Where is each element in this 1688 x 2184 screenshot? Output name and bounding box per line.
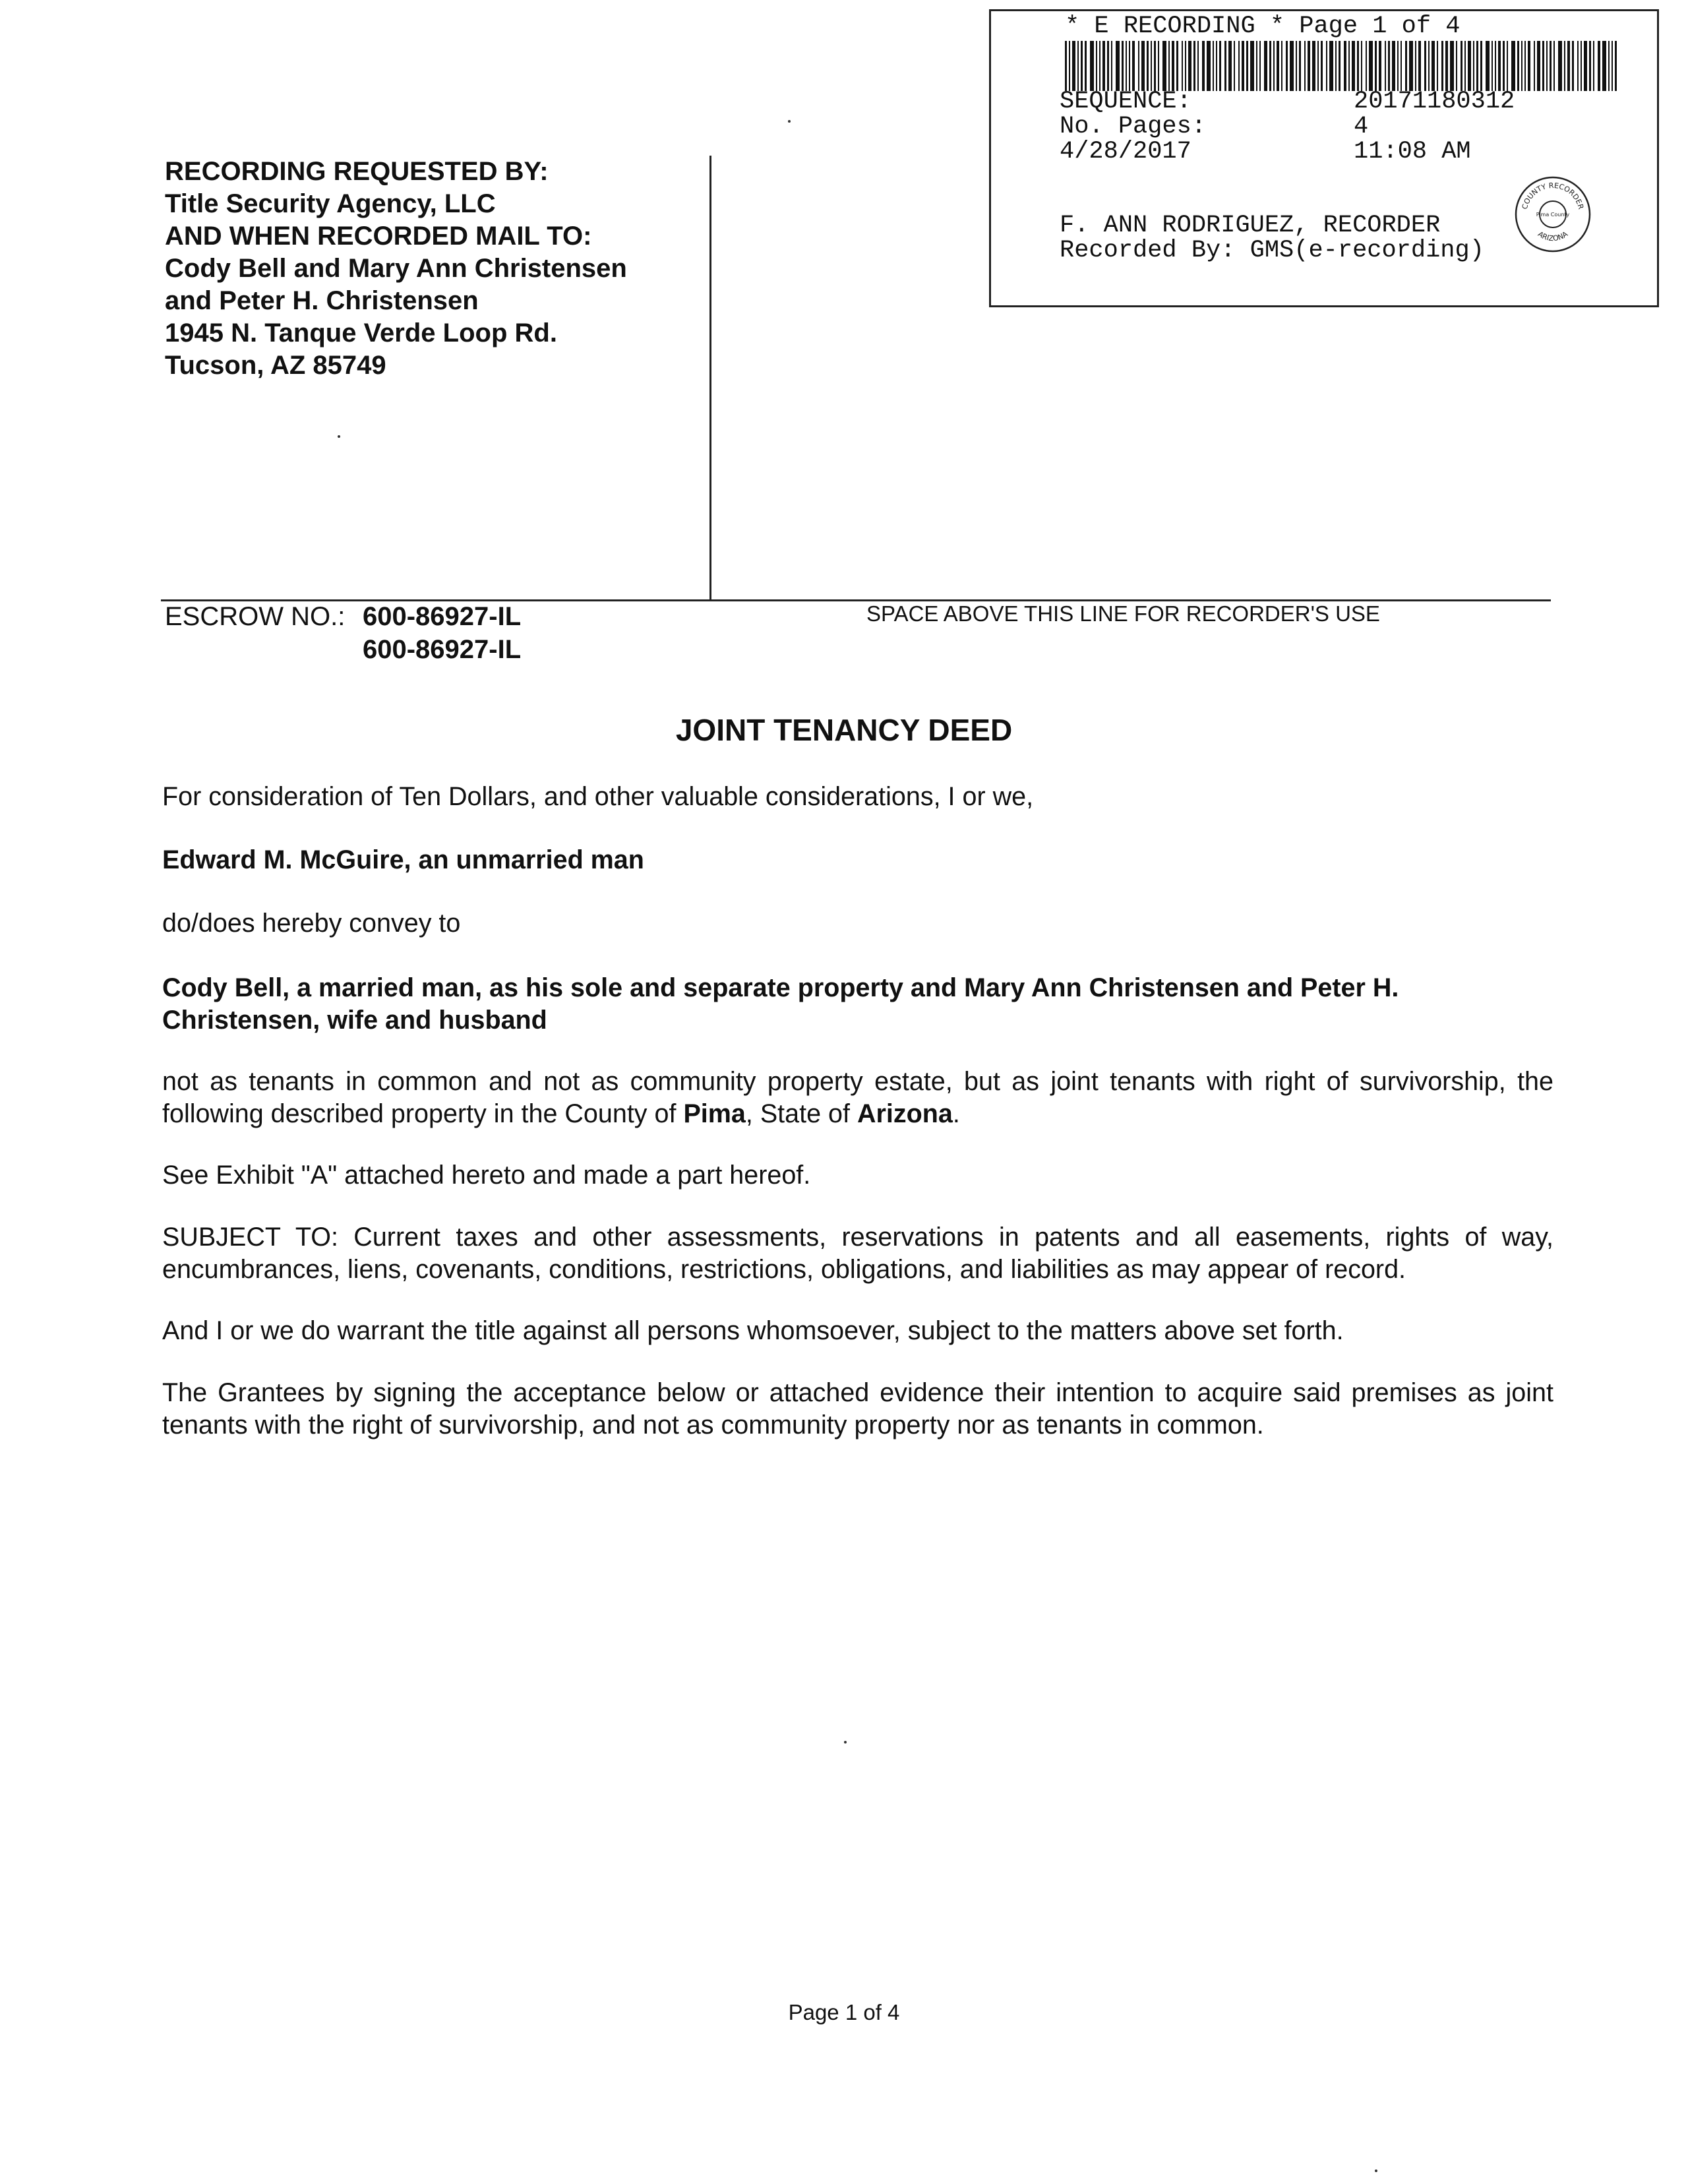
recorder-use-note: SPACE ABOVE THIS LINE FOR RECORDER'S USE	[866, 601, 1380, 626]
barcode-bar	[1507, 41, 1508, 91]
barcode-bar	[1132, 41, 1135, 91]
barcode-bar	[1441, 41, 1443, 91]
barcode-bar	[1296, 41, 1297, 91]
barcode-bar	[1517, 41, 1519, 91]
barcode-bar	[1312, 41, 1315, 91]
barcode-bar	[1392, 41, 1395, 91]
barcode-bar	[1550, 41, 1552, 91]
barcode-bar	[1468, 41, 1471, 91]
barcode-bar	[1428, 41, 1430, 91]
barcode-bar	[1401, 41, 1402, 91]
barcode-bar	[1344, 41, 1346, 91]
barcode-bar	[1281, 41, 1282, 91]
svg-text:ARIZONA: ARIZONA	[1536, 229, 1570, 243]
barcode-bar	[1602, 41, 1606, 91]
barcode-bar	[1304, 41, 1306, 91]
mail-to-city: Tucson, AZ 85749	[165, 351, 386, 380]
barcode-bar	[1476, 41, 1478, 91]
barcode-bar	[1081, 41, 1083, 91]
barcode-bar	[1450, 41, 1454, 91]
recorder-stamp-box	[989, 9, 1659, 307]
barcode-bar	[1524, 41, 1526, 91]
barcode-bar	[1147, 41, 1149, 91]
barcode-bar	[1511, 41, 1515, 91]
mail-to-heading: AND WHEN RECORDED MAIL TO:	[165, 222, 592, 251]
barcode-bar	[1608, 41, 1610, 91]
pages-label: No. Pages:	[1060, 113, 1207, 140]
svg-text:COUNTY RECORDER: COUNTY RECORDER	[1520, 181, 1586, 210]
stamp-header: * E RECORDING * Page 1 of 4	[1065, 13, 1461, 40]
tenancy-text: not as tenants in common and not as community property estate, but as joint tenants with right of survivorship, the following described property in the County of	[162, 1067, 1553, 1128]
recorder-name: F. ANN RODRIGUEZ, RECORDER	[1060, 212, 1441, 239]
barcode-bar	[1584, 41, 1587, 91]
page-number: Page 1 of 4	[788, 2000, 900, 2024]
escrow-block	[165, 600, 521, 666]
barcode-bar	[1326, 41, 1327, 91]
scan-speck	[338, 435, 340, 438]
barcode-bar	[1290, 41, 1294, 91]
barcode-bar	[1077, 41, 1079, 91]
barcode-bar	[1151, 41, 1152, 91]
barcode-bar	[1366, 41, 1367, 91]
barcode-bar	[1339, 41, 1341, 91]
state-name: Arizona	[857, 1099, 953, 1128]
barcode-bar	[1219, 41, 1221, 91]
warranty-paragraph: And I or we do warrant the title against all persons whomsoever, subject to the matters above set forth.	[162, 1316, 1344, 1345]
barcode-bar	[1102, 41, 1105, 91]
barcode-bar	[1379, 41, 1381, 91]
scan-speck	[1375, 2169, 1377, 2172]
barcode-bar	[1598, 41, 1600, 91]
barcode-bar	[1277, 41, 1279, 91]
divider-vertical	[709, 156, 711, 601]
barcode-bar	[1072, 41, 1075, 91]
barcode-bar	[1185, 41, 1186, 91]
barcode-bar	[1361, 41, 1362, 91]
barcode-bar	[1129, 41, 1130, 91]
barcode-bar	[1335, 41, 1337, 91]
recording-requested-block	[165, 156, 627, 382]
sequence-value: 20171180312	[1354, 88, 1515, 115]
barcode-bar	[1193, 41, 1195, 91]
barcode-bar	[1116, 41, 1120, 91]
barcode-bar	[1111, 41, 1112, 91]
barcode-bar	[1589, 41, 1591, 91]
barcode-bar	[1182, 41, 1183, 91]
barcode-bar	[1409, 41, 1413, 91]
barcode-bar	[1234, 41, 1235, 91]
barcode-bar	[1577, 41, 1579, 91]
barcode-bar	[1228, 41, 1232, 91]
barcode-bar	[1107, 41, 1109, 91]
barcode-bar	[1122, 41, 1124, 91]
barcode-bar	[1308, 41, 1310, 91]
barcode-bar	[1546, 41, 1548, 91]
barcode-bar	[1473, 41, 1474, 91]
barcode-bar	[1572, 41, 1574, 91]
scan-speck	[788, 120, 791, 123]
barcode-bar	[1090, 41, 1094, 91]
barcode-bar	[1480, 41, 1482, 91]
barcode-bar	[1352, 41, 1355, 91]
barcode-bar	[1259, 41, 1261, 91]
barcode-bar	[1385, 41, 1386, 91]
mail-to-name-line-1: Cody Bell and Mary Ann Christensen	[165, 254, 627, 283]
barcode-bar	[1299, 41, 1301, 91]
grantor-name: Edward M. McGuire, an unmarried man	[162, 845, 644, 874]
state-suffix: .	[952, 1099, 960, 1128]
requested-by-company: Title Security Agency, LLC	[165, 189, 496, 218]
barcode-bar	[1321, 41, 1323, 91]
escrow-label: ESCROW NO.:	[165, 602, 346, 631]
barcode-bar	[1085, 41, 1087, 91]
barcode-bar	[1375, 41, 1377, 91]
barcode-bar	[1437, 41, 1438, 91]
barcode-bar	[1273, 41, 1275, 91]
barcode-bar	[1197, 41, 1199, 91]
state-prefix: , State of	[745, 1099, 857, 1128]
grantees-intent-paragraph: The Grantees by signing the acceptance below or attached evidence their intention to acquire said premises as joint tenants with the right of survivorship, and not as community property nor as tenants in common.	[162, 1378, 1553, 1440]
barcode-bar	[1250, 41, 1254, 91]
barcode-bar	[1534, 41, 1535, 91]
barcode-bar	[1418, 41, 1421, 91]
barcode-bar	[1348, 41, 1350, 91]
barcode-bar	[1264, 41, 1267, 91]
barcode-bar	[1558, 41, 1562, 91]
sequence-label: SEQUENCE:	[1060, 88, 1191, 115]
barcode-bar	[1564, 41, 1565, 91]
recording-time: 11:08 AM	[1354, 138, 1471, 166]
barcode-bar	[1099, 41, 1100, 91]
barcode-bar	[1176, 41, 1178, 91]
barcode-bar	[1495, 41, 1496, 91]
barcode-bar	[1096, 41, 1097, 91]
pages-value: 4	[1354, 113, 1369, 140]
barcode-bar	[1612, 41, 1613, 91]
barcode-bar	[1238, 41, 1240, 91]
subject-to-paragraph: SUBJECT TO: Current taxes and other assessments, reservations in patents and all easements, rights of way, encumbrances, liens, covenants, conditions, restrictions, obligations, and liabilities as may appear of record.	[162, 1223, 1553, 1284]
barcode-bar	[1329, 41, 1333, 91]
barcode-bar	[1213, 41, 1214, 91]
barcode-bar	[1445, 41, 1448, 91]
barcode-bar	[1581, 41, 1582, 91]
escrow-number: 600-86927-IL	[363, 602, 522, 631]
barcode-bar	[1528, 41, 1530, 91]
barcode-bar	[1242, 41, 1244, 91]
svg-text:Pima County: Pima County	[1536, 212, 1570, 218]
barcode-bar	[1357, 41, 1359, 91]
barcode-bar	[1188, 41, 1191, 91]
barcode-bar	[1207, 41, 1211, 91]
barcode-bar	[1537, 41, 1540, 91]
barcode-bar	[1397, 41, 1399, 91]
consideration-paragraph: For consideration of Ten Dollars, and other valuable considerations, I or we,	[162, 782, 1034, 811]
scan-speck	[844, 1741, 847, 1744]
barcode-bar	[1216, 41, 1217, 91]
recording-date: 4/28/2017	[1060, 138, 1191, 166]
exhibit-reference: See Exhibit "A" attached hereto and made a part hereof.	[162, 1161, 811, 1190]
tenancy-paragraph	[162, 1066, 1553, 1130]
county-recorder-seal-icon	[1513, 175, 1592, 254]
barcode-bar	[1246, 41, 1248, 91]
document-title: JOINT TENANCY DEED	[675, 713, 1013, 747]
barcode-bar	[1432, 41, 1435, 91]
barcode-bar	[1456, 41, 1457, 91]
barcode-bar	[1492, 41, 1493, 91]
grantees-names: Cody Bell, a married man, as his sole and separate property and Mary Ann Christensen and Peter H. Christensen, wife and husband	[162, 973, 1399, 1035]
barcode-bar	[1405, 41, 1407, 91]
barcode-bar	[1521, 41, 1522, 91]
barcode-bar	[1158, 41, 1159, 91]
barcode-bar	[1126, 41, 1127, 91]
barcode-bar	[1498, 41, 1501, 91]
barcode-bar	[1069, 41, 1070, 91]
barcode-bar	[1317, 41, 1319, 91]
barcode-bar	[1424, 41, 1426, 91]
barcode-bar	[1593, 41, 1594, 91]
barcode-bar	[1286, 41, 1288, 91]
county-name: Pima	[683, 1099, 746, 1128]
barcode-bar	[1503, 41, 1505, 91]
convey-statement: do/does hereby convey to	[162, 909, 461, 938]
barcode-bar	[1486, 41, 1490, 91]
barcode-bar	[1415, 41, 1416, 91]
barcode-bar	[1388, 41, 1390, 91]
barcode-bar	[1138, 41, 1139, 91]
barcode-bar	[1464, 41, 1466, 91]
barcode-bar	[1542, 41, 1544, 91]
barcode-bar	[1065, 41, 1067, 91]
barcode-bar	[1172, 41, 1174, 91]
requested-by-heading: RECORDING REQUESTED BY:	[165, 157, 549, 186]
barcode-bar	[1256, 41, 1257, 91]
barcode-bar	[1553, 41, 1555, 91]
escrow-number: 600-86927-IL	[363, 635, 522, 664]
barcode-bar	[1369, 41, 1373, 91]
barcode-bar	[1224, 41, 1226, 91]
barcode-bar	[1168, 41, 1170, 91]
barcode-bar	[1154, 41, 1156, 91]
barcode-bar	[1162, 41, 1166, 91]
barcode-bar	[1461, 41, 1462, 91]
mail-to-name-line-2: and Peter H. Christensen	[165, 286, 479, 315]
barcode-bar	[1269, 41, 1271, 91]
mail-to-street: 1945 N. Tanque Verde Loop Rd.	[165, 318, 557, 348]
barcode-bar	[1615, 41, 1617, 91]
barcode-bar	[1202, 41, 1205, 91]
recorded-by: Recorded By: GMS(e-recording)	[1060, 237, 1484, 264]
barcode-bar	[1567, 41, 1570, 91]
barcode-bar	[1141, 41, 1145, 91]
barcode	[1065, 41, 1623, 91]
